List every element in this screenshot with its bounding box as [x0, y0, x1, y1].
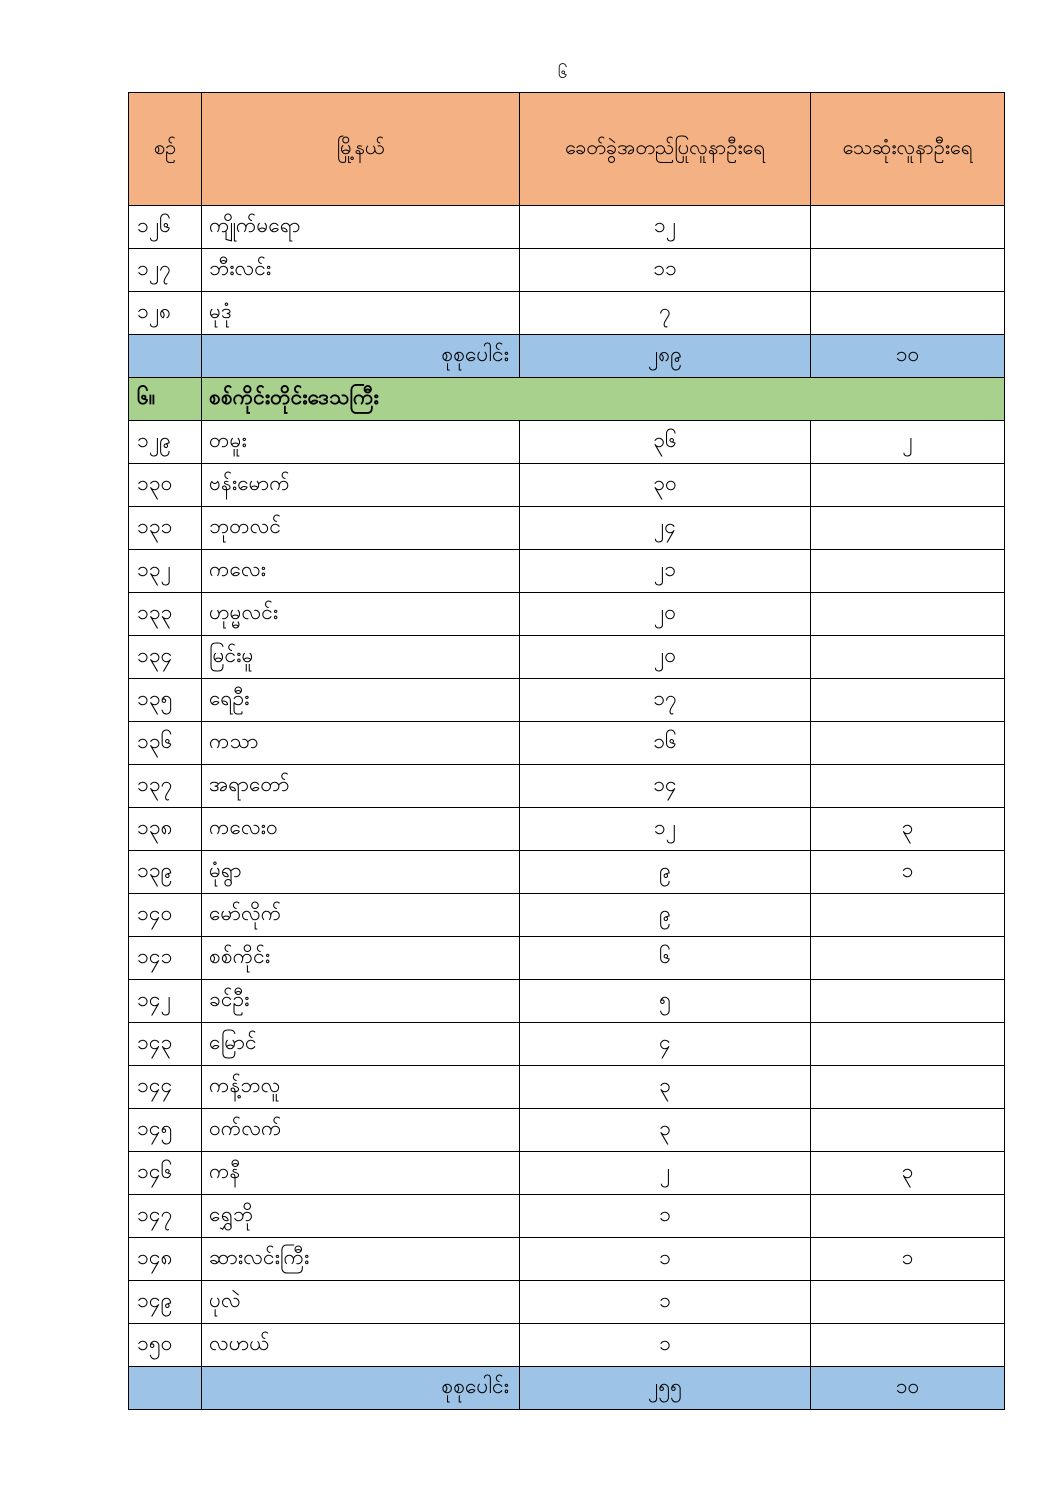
row-deaths	[811, 765, 1005, 808]
row-serial: ၁၃၆	[129, 722, 202, 765]
row-township: ဘီးလင်း	[202, 249, 520, 292]
row-confirmed-cases: ၆	[520, 937, 811, 980]
row-deaths	[811, 1324, 1005, 1367]
row-confirmed-cases: ၁၄	[520, 765, 811, 808]
row-confirmed-cases: ၁	[520, 1281, 811, 1324]
header-township: မြို့နယ်	[202, 93, 520, 206]
subtotal-cases: ၂၈၉	[520, 335, 811, 378]
table-row	[129, 636, 1005, 679]
table-header-row	[129, 93, 1005, 206]
table-row	[129, 937, 1005, 980]
row-confirmed-cases: ၄	[520, 1023, 811, 1066]
row-deaths	[811, 1109, 1005, 1152]
row-confirmed-cases: ၂၀	[520, 636, 811, 679]
table-row	[129, 1066, 1005, 1109]
row-deaths: ၃	[811, 808, 1005, 851]
row-confirmed-cases: ၃	[520, 1066, 811, 1109]
row-township: ဆားလင်းကြီး	[202, 1238, 520, 1281]
row-township: ဟုမ္မလင်း	[202, 593, 520, 636]
row-confirmed-cases: ၉	[520, 851, 811, 894]
table-row	[129, 249, 1005, 292]
row-confirmed-cases: ၁၂	[520, 206, 811, 249]
header-deaths: သေဆုံးလူနာဦးရေ	[811, 93, 1005, 206]
row-confirmed-cases: ၁၂	[520, 808, 811, 851]
table-row	[129, 1238, 1005, 1281]
table-row	[129, 1324, 1005, 1367]
row-confirmed-cases: ၃၀	[520, 464, 811, 507]
row-serial: ၁၄၁	[129, 937, 202, 980]
row-confirmed-cases: ၁၇	[520, 679, 811, 722]
region-row	[129, 378, 1005, 421]
row-township: ကလေးဝ	[202, 808, 520, 851]
row-confirmed-cases: ၁၁	[520, 249, 811, 292]
region-name: စစ်ကိုင်းတိုင်းဒေသကြီး	[202, 378, 1005, 421]
table-row	[129, 421, 1005, 464]
row-serial: ၁၃၂	[129, 550, 202, 593]
row-confirmed-cases: ၇	[520, 292, 811, 335]
row-deaths	[811, 1066, 1005, 1109]
row-deaths: ၂	[811, 421, 1005, 464]
row-serial: ၁၄၄	[129, 1066, 202, 1109]
row-township: ရေဦး	[202, 679, 520, 722]
row-township: စစ်ကိုင်း	[202, 937, 520, 980]
table-row	[129, 1281, 1005, 1324]
row-serial: ၁၄၃	[129, 1023, 202, 1066]
row-deaths	[811, 636, 1005, 679]
row-serial: ၁၂၇	[129, 249, 202, 292]
subtotal-row	[129, 1367, 1005, 1410]
row-confirmed-cases: ၃၆	[520, 421, 811, 464]
row-township: မုံရွာ	[202, 851, 520, 894]
row-township: မြောင်	[202, 1023, 520, 1066]
row-township: ရွှေဘို	[202, 1195, 520, 1238]
row-township: ကျိုက်မရော	[202, 206, 520, 249]
row-deaths	[811, 550, 1005, 593]
row-deaths	[811, 464, 1005, 507]
table-row	[129, 1023, 1005, 1066]
region-number: ၆။	[129, 378, 202, 421]
row-township: မြင်းမူ	[202, 636, 520, 679]
row-serial: ၁၄၅	[129, 1109, 202, 1152]
row-township: ပုလဲ	[202, 1281, 520, 1324]
table-row	[129, 851, 1005, 894]
row-confirmed-cases: ၂	[520, 1152, 811, 1195]
row-township: လဟယ်	[202, 1324, 520, 1367]
row-township: တမူး	[202, 421, 520, 464]
row-deaths	[811, 1195, 1005, 1238]
row-serial: ၁၄၂	[129, 980, 202, 1023]
table-row	[129, 980, 1005, 1023]
row-serial: ၁၃၅	[129, 679, 202, 722]
row-serial: ၁၃၄	[129, 636, 202, 679]
row-confirmed-cases: ၁၆	[520, 722, 811, 765]
row-township: ကလေး	[202, 550, 520, 593]
table-row	[129, 765, 1005, 808]
row-serial: ၁၂၆	[129, 206, 202, 249]
row-deaths	[811, 722, 1005, 765]
row-township: ကနီ	[202, 1152, 520, 1195]
row-confirmed-cases: ၁	[520, 1324, 811, 1367]
row-deaths	[811, 679, 1005, 722]
subtotal-label: စုစုပေါင်း	[202, 1367, 520, 1410]
table-row	[129, 507, 1005, 550]
row-serial: ၁၄၉	[129, 1281, 202, 1324]
row-township: ဘုတလင်	[202, 507, 520, 550]
page-number: ၆	[557, 63, 568, 83]
row-deaths	[811, 980, 1005, 1023]
row-deaths	[811, 937, 1005, 980]
header-serial: စဉ်	[129, 93, 202, 206]
row-confirmed-cases: ၃	[520, 1109, 811, 1152]
row-township: မုဒုံ	[202, 292, 520, 335]
table-row	[129, 722, 1005, 765]
subtotal-empty	[129, 335, 202, 378]
table-row	[129, 894, 1005, 937]
table-row	[129, 1195, 1005, 1238]
row-serial: ၁၃၈	[129, 808, 202, 851]
row-serial: ၁၄၀	[129, 894, 202, 937]
row-deaths	[811, 1023, 1005, 1066]
table-row	[129, 292, 1005, 335]
row-confirmed-cases: ၉	[520, 894, 811, 937]
row-township: အရာတော်	[202, 765, 520, 808]
row-serial: ၁၃၁	[129, 507, 202, 550]
row-confirmed-cases: ၅	[520, 980, 811, 1023]
row-serial: ၁၃၉	[129, 851, 202, 894]
row-deaths	[811, 593, 1005, 636]
subtotal-deaths: ၁၀	[811, 335, 1005, 378]
row-confirmed-cases: ၁	[520, 1238, 811, 1281]
table-row	[129, 808, 1005, 851]
row-serial: ၁၅၀	[129, 1324, 202, 1367]
cases-table	[128, 92, 1005, 1410]
table-row	[129, 1152, 1005, 1195]
row-deaths	[811, 1281, 1005, 1324]
row-deaths	[811, 507, 1005, 550]
row-deaths	[811, 249, 1005, 292]
row-township: ခင်ဦး	[202, 980, 520, 1023]
subtotal-label: စုစုပေါင်း	[202, 335, 520, 378]
row-deaths	[811, 206, 1005, 249]
row-township: ကန့်ဘလူ	[202, 1066, 520, 1109]
row-deaths	[811, 292, 1005, 335]
row-township: ဝက်လက်	[202, 1109, 520, 1152]
row-deaths: ၃	[811, 1152, 1005, 1195]
row-serial: ၁၂၈	[129, 292, 202, 335]
row-confirmed-cases: ၂၁	[520, 550, 811, 593]
table-row	[129, 593, 1005, 636]
table-row	[129, 1109, 1005, 1152]
table-row	[129, 679, 1005, 722]
header-confirmed-cases: ခေတ်ခွဲအတည်ပြုလူနာဦးရေ	[520, 93, 811, 206]
row-township: ဗန်းမောက်	[202, 464, 520, 507]
row-deaths: ၁	[811, 1238, 1005, 1281]
row-confirmed-cases: ၂၀	[520, 593, 811, 636]
row-confirmed-cases: ၁	[520, 1195, 811, 1238]
row-township: ကသာ	[202, 722, 520, 765]
subtotal-empty	[129, 1367, 202, 1410]
row-serial: ၁၄၆	[129, 1152, 202, 1195]
row-deaths: ၁	[811, 851, 1005, 894]
row-serial: ၁၃၇	[129, 765, 202, 808]
row-serial: ၁၃၃	[129, 593, 202, 636]
row-confirmed-cases: ၂၄	[520, 507, 811, 550]
row-township: မော်လိုက်	[202, 894, 520, 937]
table-row	[129, 550, 1005, 593]
subtotal-deaths: ၁၀	[811, 1367, 1005, 1410]
row-serial: ၁၄၈	[129, 1238, 202, 1281]
row-deaths	[811, 894, 1005, 937]
row-serial: ၁၄၇	[129, 1195, 202, 1238]
subtotal-cases: ၂၅၅	[520, 1367, 811, 1410]
row-serial: ၁၂၉	[129, 421, 202, 464]
table-row	[129, 206, 1005, 249]
row-serial: ၁၃၀	[129, 464, 202, 507]
table-row	[129, 464, 1005, 507]
subtotal-row	[129, 335, 1005, 378]
